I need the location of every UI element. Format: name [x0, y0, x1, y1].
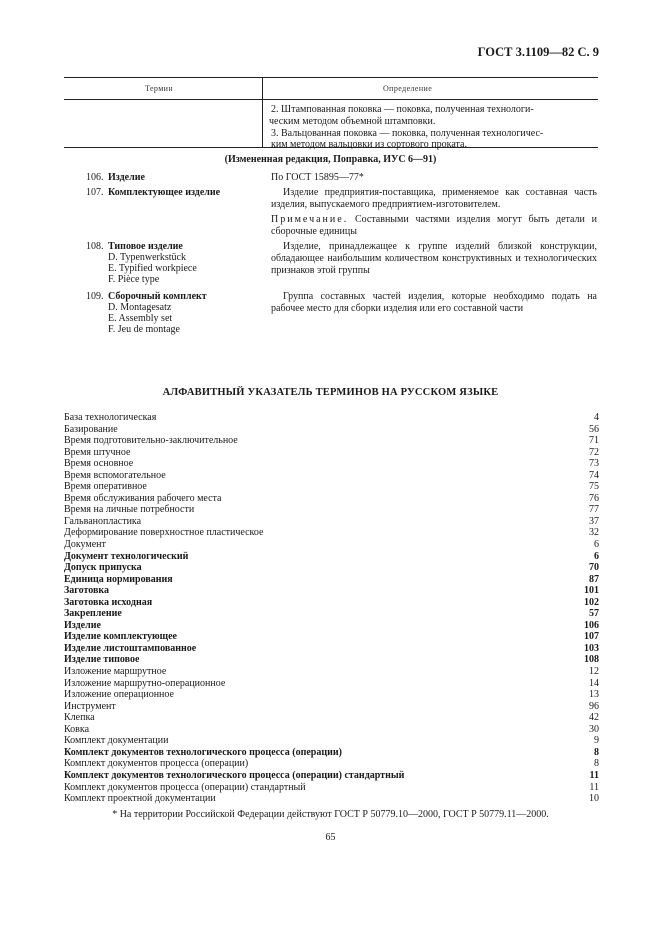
term-entry [108, 172, 145, 183]
term-note [271, 214, 597, 238]
index-row [64, 447, 599, 459]
index-term: Изложение маршрутно-операционное [64, 677, 226, 689]
index-term: Изделие комплектующее [64, 631, 177, 643]
term-name: Типовое изделие [108, 241, 183, 252]
index-row [64, 666, 599, 678]
term-definition: Изделие предприятия-поставщика, применяемое как составная часть изделия, выпускаемого предприятием-изготовителем. [271, 187, 597, 210]
index-term: Изделие типовое [64, 654, 140, 666]
index-number: 96 [589, 700, 599, 712]
column-header-definition: Определение [383, 84, 433, 93]
amendment-note: (Измененная редакция, Поправка, ИУС 6—91) [224, 154, 437, 165]
index-number: 14 [589, 677, 599, 689]
index-number: 57 [589, 608, 599, 620]
index-term: Документ [64, 539, 106, 551]
index-term: База технологическая [64, 412, 157, 423]
table-header-rule [64, 99, 598, 100]
term-translation-de: D. Typenwerkstück [108, 252, 186, 263]
term-number: 109. [86, 291, 104, 302]
term-definition: По ГОСТ 15895—77* [271, 172, 364, 183]
index-term: Заготовка [64, 585, 109, 597]
index-number: 106 [584, 619, 599, 631]
index-number: 42 [589, 712, 599, 724]
index-number: 77 [589, 504, 599, 516]
table-column-divider [262, 77, 263, 147]
index-number: 11 [589, 769, 599, 781]
index-term: Гальванопластика [64, 515, 142, 527]
term-translation-fr: F. Pièce type [108, 274, 160, 285]
index-row [64, 539, 599, 551]
index-term: Время штучное [64, 446, 131, 458]
index-number: 4 [594, 412, 599, 423]
page-header: ГОСТ 3.1109—82 С. 9 [477, 45, 599, 59]
continuation-line: 3. Вальцованная поковка — поковка, полученная технологичес- [271, 127, 544, 139]
index-row [64, 562, 599, 574]
index-number: 103 [584, 642, 599, 654]
index-term: Время оперативное [64, 481, 147, 493]
term-translation-en: E. Typified workpiece [108, 263, 197, 274]
index-term: Инструмент [64, 700, 116, 712]
index-term: Документ технологический [64, 550, 189, 562]
term-entry [108, 291, 207, 335]
index-number: 10 [589, 793, 599, 805]
index-number: 74 [589, 469, 599, 481]
index-term: Базирование [64, 423, 118, 435]
alphabetical-index [64, 412, 599, 805]
index-term: Время на личные потребности [64, 504, 195, 516]
index-row [64, 712, 599, 724]
index-number: 30 [589, 723, 599, 735]
index-term: Единица нормирования [64, 573, 173, 585]
index-term: Комплект документации [64, 735, 169, 747]
index-row [64, 689, 599, 701]
index-number: 107 [584, 631, 599, 643]
index-row [64, 701, 599, 713]
index-number: 76 [589, 492, 599, 504]
index-row [64, 504, 599, 516]
index-row [64, 654, 599, 666]
index-number: 108 [584, 654, 599, 666]
term-translation-de: D. Montagesatz [108, 302, 172, 313]
term-name: Комплектующее изделие [108, 187, 221, 198]
index-row [64, 724, 599, 736]
index-number: 32 [589, 527, 599, 539]
note-text: Составными частями изделия могут быть детали и сборочные единицы [271, 214, 597, 237]
term-number: 107. [86, 187, 104, 198]
index-row [64, 458, 599, 470]
index-row [64, 782, 599, 794]
index-row [64, 597, 599, 609]
table-top-rule [64, 77, 598, 78]
index-row [64, 620, 599, 632]
index-number: 12 [589, 666, 599, 678]
index-number: 8 [594, 746, 599, 758]
index-row [64, 424, 599, 436]
index-term: Клепка [64, 712, 95, 724]
index-number: 6 [594, 539, 599, 551]
index-term: Комплект документов технологического процесса (операции) [64, 746, 342, 758]
index-number: 56 [589, 423, 599, 435]
continuation-line: ческим методом объемной штамповки. [269, 115, 436, 127]
term-entry [108, 241, 197, 285]
index-term: Комплект проектной документации [64, 793, 216, 805]
index-row [64, 643, 599, 655]
term-name: Сборочный комплект [108, 291, 207, 302]
term-entry [108, 187, 220, 198]
index-term: Изделие [64, 619, 101, 631]
continuation-line: 2. Штампованная поковка — поковка, полученная технологи- [271, 104, 534, 115]
index-term: Изделие листоштампованное [64, 642, 197, 654]
term-translation-fr: F. Jeu de montage [108, 324, 180, 335]
index-number: 73 [589, 458, 599, 470]
index-term: Закрепление [64, 608, 122, 620]
index-row [64, 527, 599, 539]
index-row [64, 493, 599, 505]
index-row [64, 747, 599, 759]
index-term: Изложение операционное [64, 689, 174, 701]
index-term: Время обслуживания рабочего места [64, 492, 222, 504]
index-row [64, 470, 599, 482]
index-number: 71 [589, 435, 599, 447]
index-number: 75 [589, 481, 599, 493]
index-row [64, 412, 599, 424]
term-translation-en: E. Assembly set [108, 313, 173, 324]
index-number: 72 [589, 446, 599, 458]
index-row [64, 551, 599, 563]
index-term: Время подготовительно-заключительное [64, 435, 238, 447]
term-name: Изделие [108, 172, 145, 183]
index-number: 70 [589, 562, 599, 574]
index-row [64, 793, 599, 805]
index-number: 6 [594, 550, 599, 562]
term-definition: Изделие, принадлежащее к группе изделий близкой конструкции, обладающее наибольшим количеством конструктивных и технологических признаков этой группы [271, 241, 597, 276]
index-row [64, 631, 599, 643]
index-row [64, 758, 599, 770]
index-row [64, 481, 599, 493]
index-term: Ковка [64, 723, 90, 735]
index-number: 102 [584, 596, 599, 608]
index-number: 9 [594, 735, 599, 747]
index-number: 37 [589, 515, 599, 527]
index-term: Время основное [64, 458, 134, 470]
index-term: Допуск припуска [64, 562, 142, 574]
index-row [64, 770, 599, 782]
index-term: Комплект документов процесса (операции) [64, 758, 249, 770]
index-number: 87 [589, 573, 599, 585]
column-header-term: Термин [145, 84, 174, 93]
note-label: Примечание. [271, 214, 349, 225]
index-title: АЛФАВИТНЫЙ УКАЗАТЕЛЬ ТЕРМИНОВ НА РУССКОМ ЯЗЫКЕ [162, 387, 499, 398]
continuation-text [271, 104, 597, 151]
index-row [64, 585, 599, 597]
index-row [64, 735, 599, 747]
index-number: 101 [584, 585, 599, 597]
page-number: 65 [325, 832, 336, 843]
term-definition: Группа составных частей изделия, которые необходимо подать на рабочее место для сборки изделия или его составной части [271, 291, 597, 314]
index-term: Деформирование поверхностное пластическое [64, 527, 264, 539]
index-number: 8 [594, 758, 599, 770]
footnote: * На территории Российской Федерации действуют ГОСТ Р 50779.10—2000, ГОСТ Р 50779.11—2000. [112, 809, 549, 820]
index-row [64, 608, 599, 620]
index-term: Комплект документов процесса (операции) стандартный [64, 781, 306, 793]
index-term: Изложение маршрутное [64, 666, 167, 678]
index-row [64, 574, 599, 586]
term-number: 106. [86, 172, 104, 183]
index-number: 11 [589, 781, 599, 793]
index-number: 13 [589, 689, 599, 701]
continuation-line: ким методом вальцовки из сортового проката. [271, 139, 467, 151]
index-term: Заготовка исходная [64, 596, 153, 608]
index-row [64, 516, 599, 528]
index-term: Комплект документов технологического процесса (операции) стандартный [64, 769, 405, 781]
index-row [64, 678, 599, 690]
term-number: 108. [86, 241, 104, 252]
index-term: Время вспомогательное [64, 469, 166, 481]
index-row [64, 435, 599, 447]
